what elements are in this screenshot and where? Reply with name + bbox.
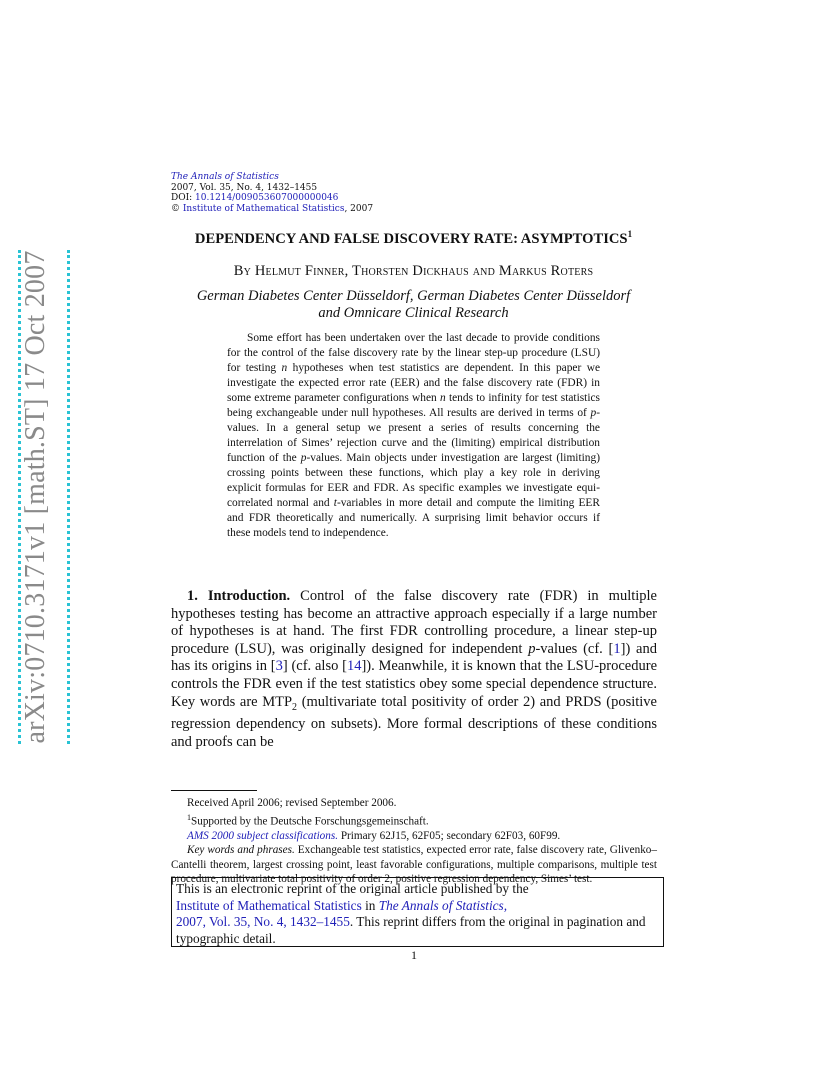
doi-link[interactable]: 10.1214/009053607000000046	[195, 193, 339, 203]
doi-line: DOI: 10.1214/009053607000000046	[171, 193, 339, 203]
abstract: Some effort has been undertaken over the last decade to provide conditions for the control of the false discovery rate by the linear step-up procedure (LSU) for testing n hypotheses when test statistics are dependent. In this paper we investigate the expected error rate (EER) and the false discovery rate (FDR) in some extreme parameter configurations when n tends to infinity for test statistics being exchangeable under null hypotheses. All results are derived in terms of p-values. In a general setup we present a series of results concerning the interrelation of Simes’ rejection curve and the (limiting) empirical distribution function of the p-values. Main objects under investigation are largest (limiting) crossing points between these functions, which play a key role in deriving explicit formulas for EER and FDR. As specific examples we investigate equi-correlated normal and t-variables in more detail and compute the limiting EER and FDR theoretically and numerically. A surprising limit behavior occurs if these models tend to independence.	[227, 332, 600, 539]
arxiv-identifier[interactable]: arXiv:0710.3171v1 [math.ST] 17 Oct 2007	[20, 250, 51, 744]
footnotes	[171, 796, 657, 887]
citation-reprint-link[interactable]: 2007, Vol. 35, No. 4, 1432–1455	[176, 914, 350, 929]
keywords: Key words and phrases. Exchangeable test statistics, expected error rate, false discovery rate, Glivenko–Cantelli theorem, largest crossing point, least favorable configurations, multiple comparisons, multiple test procedure, multivariate total positivity of order 2, positive regression dependency, Simes’ test.	[171, 844, 657, 886]
volume-line: 2007, Vol. 35, No. 4, 1432–1455	[171, 182, 318, 193]
ams-classification: AMS 2000 subject classifications. Primary 62J15, 62F05; secondary 62F03, 60F99.	[187, 829, 561, 842]
citation-link-3[interactable]: 3	[275, 658, 283, 675]
footnote-divider	[171, 790, 257, 791]
affiliation: German Diabetes Center Düsseldorf, German Diabetes Center Düsseldorf and Omnicare Clinical Research	[196, 288, 631, 321]
reprint-notice-box: This is an electronic reprint of the original article published by the Institute of Mathematical Statistics in The Annals of Statistics, 2007, Vol. 35, No. 4, 1432–1455. This reprint differs from the original in pagination and typographic detail.	[171, 877, 664, 947]
citation-link-14[interactable]: 14	[346, 658, 362, 675]
journal-header	[171, 172, 373, 214]
author-line: By Helmut Finner, Thorsten Dickhaus and Markus Roters	[233, 263, 594, 279]
paper-title: DEPENDENCY AND FALSE DISCOVERY RATE: ASYMPTOTICS$^1$	[194, 229, 633, 247]
introduction-section: 1. Introduction. Control of the false discovery rate (FDR) in multiple hypotheses testing has become an attractive approach especially if a large number of hypotheses is at hand. The first FDR controlling procedure, a linear step-up procedure (LSU), was originally designed for independent p-values (cf. [1]) and has its origins in [3] (cf. also [14]). Meanwhile, it is known that the LSU-procedure controls the FDR even if the test statistics obey some special dependence structure. Key words are $MTP_2$ (multivariate total positivity of order 2) and PRDS (positive regression dependency on subsets). More formal descriptions of these conditions and proofs can be	[171, 588, 658, 750]
copyright-line: © Institute of Mathematical Statistics, 2007	[171, 203, 374, 214]
page-number: 1	[411, 948, 417, 962]
ims-link[interactable]: Institute of Mathematical Statistics	[182, 203, 345, 214]
received-note: Received April 2006; revised September 2006.	[187, 797, 397, 809]
ams-link[interactable]: AMS 2000 subject classifications.	[187, 829, 339, 842]
funding-note: $^1$Supported by the Deutsche Forschungsgemeinschaft.	[187, 812, 429, 828]
title-footnote-mark: 1	[627, 229, 633, 239]
copyright-icon: ©	[171, 203, 180, 214]
journal-link[interactable]: The Annals of Statistics	[171, 172, 279, 182]
journal-reprint-link[interactable]: The Annals of Statistics,	[378, 897, 508, 913]
ims-reprint-link[interactable]: Institute of Mathematical Statistics	[176, 897, 362, 913]
citation-link-1[interactable]: 1	[613, 640, 621, 657]
section-heading: 1. Introduction.	[187, 588, 291, 604]
